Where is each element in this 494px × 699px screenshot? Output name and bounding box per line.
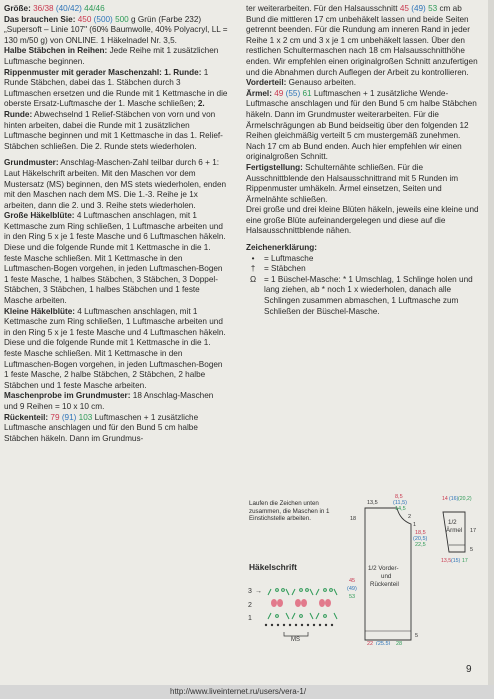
halbe-staebchen-paragraph: Halbe Stäbchen in Reihen: Jede Reihe mit 1 zusätzlichen Luftmasche beginnen. [4, 46, 219, 66]
kleine-bluete-paragraph: Kleine Häkelblüte: 4 Luftmaschen anschlagen, mit 1 Kettmasche zum Ring schließen, 1 Luftmasche arbeiten und in den Ring 5 x je 1 feste Masche und 4 Luftmaschen häkeln. Diese und die folgende Runde mit 1 Kettmasche in die 1. feste Masche schließen. Mit 1 Kettmasche in den Luftmaschen-Bogen vorgehen, in jeden Luftmaschen-Bogen 1 feste Masche, 2 halbe Stäbchen, 2 Stäbchen, 2 halbe Stäbchen und 1 feste Masche arbeiten. [4, 306, 226, 390]
dim-side-length-a: 18,5 [415, 530, 426, 536]
dim-sleeve-bottom-b: (15) [451, 558, 461, 564]
row-arrow: → [255, 588, 262, 595]
footer-url[interactable]: http://www.liveinternet.ru/users/vera-1/ [170, 687, 307, 696]
sizes-line: Größe: 36/38 (40/42) 44/46 [4, 4, 105, 13]
body-label-1: 1/2 Vorder- [368, 565, 399, 572]
dim-neck-depth-a: 8,5 [395, 494, 403, 500]
dim-sleeve-bottom-c: 17 [462, 558, 468, 564]
halsausschnitt-paragraph: ter weiterarbeiten. Für den Halsausschnitt 45 (49) 53 cm ab Bund die mittleren 17 cm unbehäkelt lassen und beide Seiten getrennt beenden. Für die Rundung am inneren Rand in jeder Reihe 1 x 2 cm und 3 x je 1 cm unbehäkelt lassen. Über den restlichen Schultermaschen nach 18 cm Halsausschnitthöhe enden. Wir empfehlen einen originalgroßen Schnitt anzufertigen und die Abnahmen durch Auflegen der Arbeit zu kontrollieren. [246, 4, 478, 77]
sleeve-label-1: 1/2 [448, 519, 457, 526]
dim-total-a: 45 [349, 578, 356, 584]
dim-shoulder-width: 13,5 [367, 500, 378, 506]
grosse-bluete-paragraph: Große Häkelblüte: 4 Luftmaschen anschlagen, mit 1 Kettmasche zum Ring schließen, 1 Luftmasche arbeiten und in den Ring 5 x je 1 feste Masche und 6 Luftmaschen häkeln. Diese und die folgende Runde mit 1 Kettmasche in die 1. feste Masche schließen. Mit 1 Kettmasche in den Luftmaschen-Bogen vorgehen, in jeden Luftmaschen-Bogen 1 feste Masche, 1 halbes Stäbchen, 3 Stäbchen, 3 Doppel-Stäbchen, 3 Stäbchen, 1 halbes Stäbchen und 1 feste Masche arbeiten. [4, 211, 226, 306]
materials-paragraph: Das brauchen Sie: 450 (500) 500 g Grün (Farbe 232) „Supersoft – Linie 107" (60% Baumwolle, 40% Polyacryl, LL = 130 m/50 g) von ONLINE. 1 Häkelnadel Nr. 3,5. [4, 14, 228, 45]
sleeve-label-2: Ärmel [446, 527, 463, 534]
aermel-paragraph: Ärmel: 49 (55) 61 Luftmaschen + 1 zusätzliche Wende-Luftmasche anschlagen und für den Bund 5 cm halbe Stäbchen häkeln. Dann im Grundmuster weiterarbeiten. Für die Ärmelschrägungen ab Bund beidseitig über den folgenden 12 Reihen gleichmäßig verteilt 5 cm mustergemäß zunehmen. Nach 17 cm ab Bund enden. Auch hier empfehlen wir einen originalgroßen Schnitt. [246, 88, 477, 162]
dim-body-bottom-c: 28 [396, 641, 403, 645]
haekelschrift-heading: Häkelschrift [249, 562, 297, 572]
dim-sleeve-length: 17 [470, 528, 477, 534]
dim-sleeve-top-b: (16) [449, 496, 459, 502]
page-number: 9 [466, 664, 472, 675]
body-label-3: Rückenteil [370, 581, 399, 588]
schematic-diagram [345, 490, 488, 645]
crochet-chart [244, 575, 349, 645]
dim-neck-1: 1 [413, 522, 417, 528]
cluster-row [271, 599, 331, 607]
dim-side-length-b: (20,5) [413, 536, 428, 542]
ms-label: MS [291, 637, 300, 643]
stitch-row-top [268, 589, 337, 595]
blueten-paragraph: Drei große und drei kleine Blüten häkeln, jeweils eine kleine und eine große Blüte aufeinandergelegen und diese auf die Halsausschnittblende nähen. [246, 205, 479, 236]
dim-side-length-c: 22,5 [415, 542, 426, 548]
cluster-stitch-icon: Ω [249, 274, 257, 284]
left-column [4, 4, 229, 444]
rippenmuster-paragraph: Rippenmuster mit gerader Maschenzahl: 1. Runde: 1 Runde Stäbchen, dabei das 1. Stäbchen durch 3 Luftmaschen ersetzen und die Runde mit 1 Kettmasche in die oberste Ersatz-Luftmasche der 1. Masche schließen; 2. Runde: Abwechselnd 1 Relief-Stäbchen von vorn und von hinten arbeiten, dabei die Runde mit 1 zusätzlichen Luftmasche beginnen und mit 1 Kettmasche in das 1. Relief-Stäbchen schließen. Die 2. Runde stets wiederholen. [4, 67, 228, 151]
row-number-3: 3 [248, 588, 252, 595]
page-edge [488, 0, 494, 699]
zeichenerklaerung-heading: Zeichenerklärung: [246, 243, 317, 253]
right-column [246, 4, 481, 317]
fertigstellung-paragraph: Fertigstellung: Schulternähte schließen. Für die Ausschnittblende den Halsausschnittrand mit 5 Runden im Rippenmuster umhäkeln. Ärmel einsetzen, Seiten und Ärmelnähte schließen. [246, 162, 459, 204]
dim-body-bottom-a: 22 [367, 641, 374, 645]
chain-stitch-icon: • [251, 253, 255, 263]
treble-stitch-icon: † [250, 264, 256, 274]
ms-bracket [284, 632, 308, 636]
legend-luftmasche: • = Luftmasche [246, 254, 481, 265]
stitch-row-bottom [268, 613, 337, 619]
vorderteil-paragraph: Vorderteil: Genauso arbeiten. [246, 78, 356, 88]
dim-sleeve-cuff: 5 [470, 547, 474, 553]
dim-hem-height: 5 [415, 633, 419, 639]
dim-sleeve-bottom-a: 13,5 [441, 558, 452, 564]
dim-neck-depth-c: 14,5 [395, 506, 406, 512]
dim-sleeve-top-a: 14 [442, 496, 448, 502]
body-label-2: und [381, 573, 392, 580]
dim-neck-2: 2 [408, 514, 412, 520]
row-number-1: 1 [248, 615, 252, 622]
chain-row [265, 624, 333, 626]
dim-sleeve-top-c: (20,2) [458, 496, 472, 502]
rueckenteil-paragraph: Rückenteil: 79 (91) 103 Luftmaschen + 1 zusätzliche Luftmasche anschlagen und für den Bund 5 cm halbe Stäbchen häkeln. Dann im Grundmus- [4, 412, 199, 443]
legend-staebchen: † = Stäbchen [246, 264, 481, 275]
dim-total-c: 53 [349, 594, 356, 600]
maschenprobe-paragraph: Maschenprobe im Grundmuster: 18 Anschlag-Maschen und 9 Reihen = 10 x 10 cm. [4, 391, 214, 411]
grundmuster-paragraph: Grundmuster: Anschlag-Maschen-Zahl teilbar durch 6 + 1: Laut Häkelschrift arbeiten. Mit den Maschen vor dem Mustersatz (MS) beginnen, den MS stets wiederholen, enden mit den Maschen nach dem MS. Die 1.-3. Reihe je 1x arbeiten, dann die 2. und 3. Reihe stets wiederholen. [4, 158, 227, 210]
dim-neck-height: 18 [350, 516, 357, 522]
footer-bar [0, 685, 494, 699]
dim-total-b: (49) [347, 586, 357, 592]
dim-neck-depth-b: (11,5) [393, 500, 407, 506]
row-number-2: 2 [248, 602, 252, 609]
legend-bueschelmasche: Ω = 1 Büschel-Masche: * 1 Umschlag, 1 Schlinge holen und lang ziehen, ab * noch 1 x wiederholen, danach alle Schlingen zusammen abmaschen, 1 Luftmasche zum Schließen der Büschel-Masche. [246, 275, 481, 317]
dim-body-bottom-b: (25,5) [376, 641, 391, 645]
lauf-note: Laufen die Zeichen unten zusammen, die Maschen in 1 Einstichstelle arbeiten. [249, 500, 330, 523]
